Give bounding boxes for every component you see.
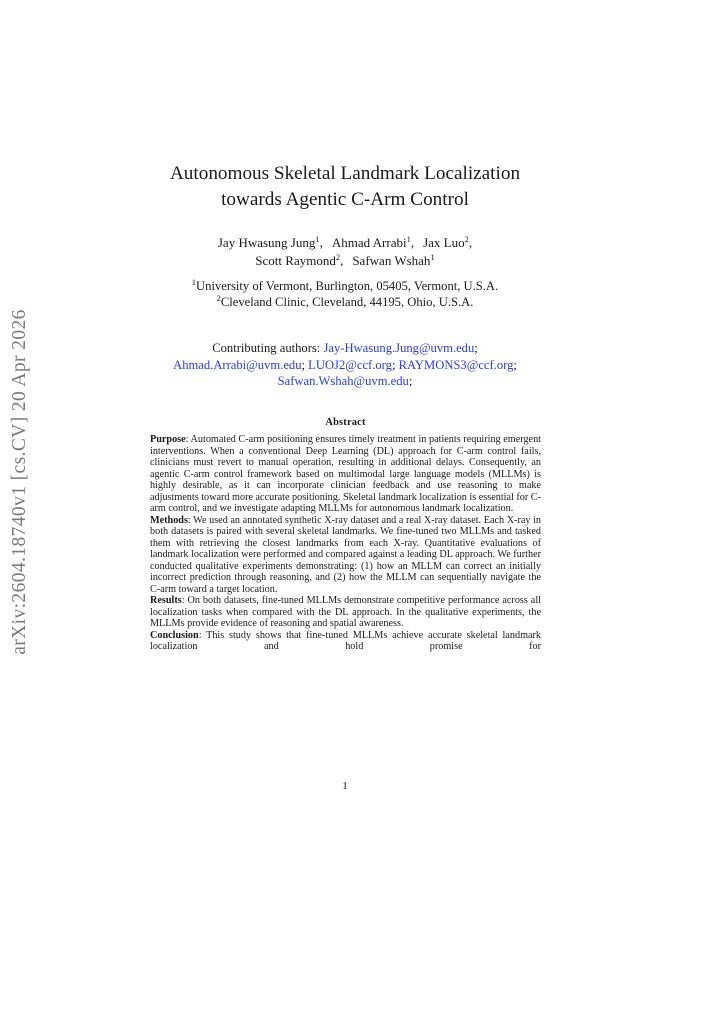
abstract-section-label: Purpose [150, 434, 186, 445]
author-name: Jay Hwasung Jung [217, 235, 316, 250]
author-line-2: Scott Raymond$^2$, Safwan Wshah$^1$ [255, 252, 435, 268]
abstract-section-results [150, 595, 541, 630]
email-separator: ; [513, 357, 517, 372]
contributing-label: Contributing authors: [212, 341, 321, 355]
abstract-section-text: : On both datasets, fine-tuned MLLMs demonstrate competitive performance across all localization tasks when compared with the DL approach. In the qualitative experiments, the MLLMs provide evidence of reasoning and spatial awareness. [150, 595, 541, 629]
email-separator: ; [301, 357, 306, 372]
contributing-line-3 [140, 373, 550, 390]
abstract-section-label: Conclusion [150, 629, 199, 641]
affiliation-text: Cleveland Clinic, Cleveland, 44195, Ohio, U.S.A. [220, 295, 474, 309]
arxiv-identifier-stamp [9, 309, 44, 655]
abstract-body [150, 434, 541, 653]
affiliation-list [120, 278, 570, 310]
email-separator: ; [391, 357, 396, 372]
email-link[interactable]: Jay-Hwasung.Jung@uvm.edu [323, 341, 475, 355]
email-link[interactable]: Safwan.Wshah@uvm.edu [277, 374, 409, 389]
author-name: Safwan Wshah [352, 253, 431, 268]
author-affiliation-mark: 1 [315, 234, 320, 244]
abstract-section-text: : Automated C-arm positioning ensures timely treatment in patients requiring emergent interventions. When a conventional Deep Learning (DL) approach for C-arm control fails, clinicians must revert to manual operation, resulting in additional delays. Consequently, an agentic C-arm control framework based on multimodal large language models (MLLMs) is highly desirable, as it can incorporate clinician feedback and use reasoning to make adjustments toward more accurate positioning. Skeletal landmark localization is essential for C-arm control, and we investigate adapting MLLMs for autonomous landmark localization. [150, 434, 541, 514]
abstract-section-purpose [150, 434, 541, 515]
abstract-section-label: Results [150, 595, 182, 606]
abstract-section-conclusion [150, 630, 541, 653]
abstract-section-methods [150, 515, 541, 596]
affiliation-text: University of Vermont, Burlington, 05405, Vermont, U.S.A. [196, 279, 499, 293]
email-link[interactable]: Ahmad.Arrabi@uvm.edu [173, 357, 302, 372]
author-name: Ahmad Arrabi [331, 235, 407, 250]
abstract-heading: Abstract [325, 417, 366, 428]
abstract-section-text: : This study shows that fine-tuned MLLMs achieve accurate skeletal landmark localization and hold promise for [150, 629, 541, 652]
author-name: Jax Luo [423, 235, 465, 250]
affiliation-item [120, 278, 570, 294]
abstract-section-label: Methods [150, 514, 188, 526]
author-affiliation-mark: 2 [464, 234, 469, 244]
affiliation-number: 2 [216, 293, 221, 303]
paper-title [120, 161, 570, 213]
author-affiliation-mark: 1 [406, 234, 411, 244]
author-name: Scott Raymond [255, 253, 336, 268]
affiliation-number: 1 [191, 277, 197, 287]
affiliation-item [120, 294, 570, 310]
title-line-1: Autonomous Skeletal Landmark Localization [169, 163, 521, 184]
email-separator: ; [408, 374, 413, 389]
contributing-line-1 [140, 340, 550, 357]
abstract-section-text: : We used an annotated synthetic X-ray dataset and a real X-ray dataset. Each X-ray in both datasets is paired with several skeletal landmarks. We fine-tuned two MLLMs and tasked them with retrieving the closest landmarks from each X-ray. Quantitative evaluations of landmark localization were performed and compared against a leading DL approach. We further conducted qualitative experiments demonstrating: (1) how an MLLM can correct an initially incorrect prediction through reasoning, and (2) how the MLLM can sequentially navigate the C-arm toward a target location. [150, 514, 541, 595]
page-number: 1 [342, 780, 348, 792]
email-separator: ; [474, 341, 478, 355]
author-affiliation-mark: 2 [335, 252, 341, 262]
author-list [120, 234, 570, 270]
author-line-1: Jay Hwasung Jung$^1$, Ahmad Arrabi$^1$, Jax Luo$^2$, [217, 234, 473, 250]
arxiv-identifier-text: arXiv:2604.18740v1 [cs.CV] 20 Apr 2026 [9, 309, 30, 655]
contributing-line-2 [140, 357, 550, 374]
title-line-2: towards Agentic C-Arm Control [221, 189, 469, 210]
email-link[interactable]: LUOJ2@ccf.org [308, 357, 392, 372]
contributing-authors [140, 340, 550, 390]
author-affiliation-mark: 1 [430, 252, 435, 262]
email-link[interactable]: RAYMONS3@ccf.org [398, 357, 514, 372]
